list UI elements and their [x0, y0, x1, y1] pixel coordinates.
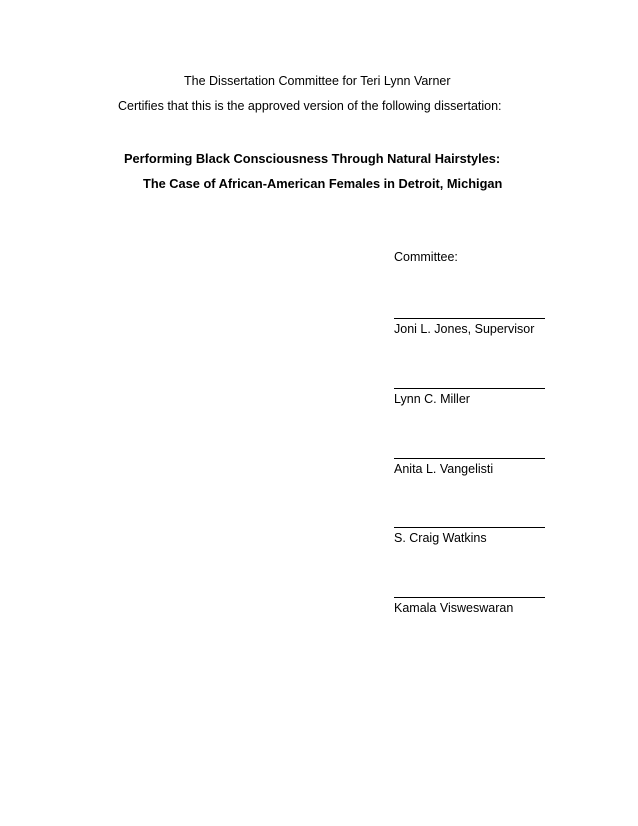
committee-statement: The Dissertation Committee for Teri Lynn Varner	[184, 74, 451, 88]
committee-member-name: Kamala Visweswaran	[394, 601, 514, 615]
signature-line	[394, 458, 545, 459]
committee-member-name: Lynn C. Miller	[394, 392, 470, 406]
dissertation-title-line-1: Performing Black Consciousness Through Natural Hairstyles:	[124, 151, 501, 166]
signature-block	[394, 318, 546, 337]
signature-block	[394, 527, 546, 546]
dissertation-title-line-2: The Case of African-American Females in Detroit, Michigan	[143, 176, 503, 191]
committee-member-name: S. Craig Watkins	[394, 531, 487, 545]
signature-line	[394, 597, 545, 598]
signature-block	[394, 458, 546, 477]
certification-statement: Certifies that this is the approved version of the following dissertation:	[118, 99, 502, 113]
signature-line	[394, 388, 545, 389]
signature-line	[394, 527, 545, 528]
signature-block	[394, 597, 546, 616]
committee-label: Committee:	[394, 250, 458, 264]
signature-block	[394, 388, 546, 407]
signature-line	[394, 318, 545, 319]
committee-member-name: Joni L. Jones, Supervisor	[394, 322, 535, 336]
committee-member-name: Anita L. Vangelisti	[394, 462, 494, 476]
